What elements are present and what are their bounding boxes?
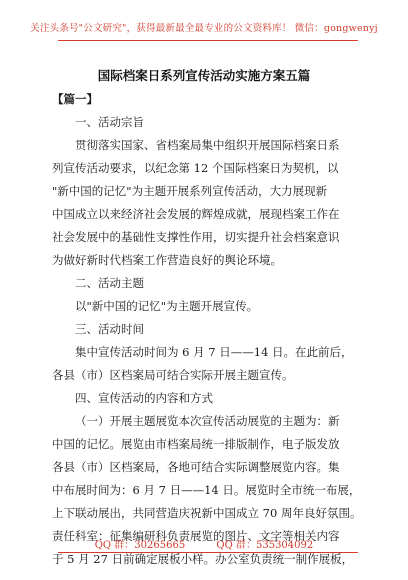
paragraph-line: 社会发展中的基础性支撑性作用，切实提升社会档案意识 (52, 230, 340, 244)
footer-divider (58, 552, 358, 553)
paragraph-line: 贯彻落实国家、省档案局集中组织开展国际档案日系 (75, 138, 340, 152)
paragraph-line: 各县（市）区档案局，各地可结合实际调整展览内容。集 (52, 460, 340, 474)
paragraph-line: 以"新中国的记忆"为主题开展宣传。 (75, 299, 259, 313)
heading-theme: 二、活动主题 (75, 276, 144, 290)
paragraph-line: 中国成立以来经济社会发展的辉煌成就，展现档案工作在 (52, 207, 340, 221)
paragraph-line: 上下联动展出，共同营造庆祝新中国成立 70 周年良好氛围。 (52, 506, 362, 520)
qq-group-2: QQ 群：535304092 (216, 540, 314, 551)
section-tag: 【篇一】 (52, 92, 98, 106)
document-title: 国际档案日系列宣传活动实施方案五篇 (97, 68, 311, 83)
footer-contact (0, 536, 408, 551)
paragraph-line: 中国的记忆。展览由市档案局统一排版制作，电子版发放 (52, 437, 340, 451)
paragraph-line: 责任科室：征集编研科负责展览的图片、文字等相关内容 (52, 529, 340, 543)
heading-purpose: 一、活动宗旨 (75, 115, 144, 129)
header-notice: 关注头条号"公文研究"，获得最新最全最专业的公文资料库！ 微信：gongwenyj (30, 23, 378, 34)
paragraph-line: "新中国的记忆"为主题开展系列宣传活动，大力展现新 (52, 184, 328, 198)
paragraph-line: 列宣传活动要求，以纪念第 12 个国际档案日为契机，以 (52, 161, 339, 175)
paragraph-line: 集中宣传活动时间为 6 月 7 日——14 日。在此前后， (75, 345, 353, 359)
paragraph-line: 各县（市）区档案局可结合实际开展主题宣传。 (52, 368, 294, 382)
heading-content: 四、宣传活动的内容和方式 (75, 391, 213, 405)
paragraph-line: （一）开展主题展览本次宣传活动展览的主题为：新 (75, 414, 340, 428)
paragraph-line: 为做好新时代档案工作营造良好的舆论环境。 (52, 253, 282, 267)
document-body (52, 88, 366, 571)
header-divider (58, 40, 358, 41)
paragraph-line: 于 5 月 27 日前确定展板小样。办公室负责统一制作展板， (52, 552, 354, 566)
heading-time: 三、活动时间 (75, 322, 144, 336)
paragraph-line: 中布展时间为：6 月 7 日——14 日。展览时全市统一布展， (52, 483, 361, 497)
qq-group-1: QQ 群：30265665 (94, 540, 186, 551)
